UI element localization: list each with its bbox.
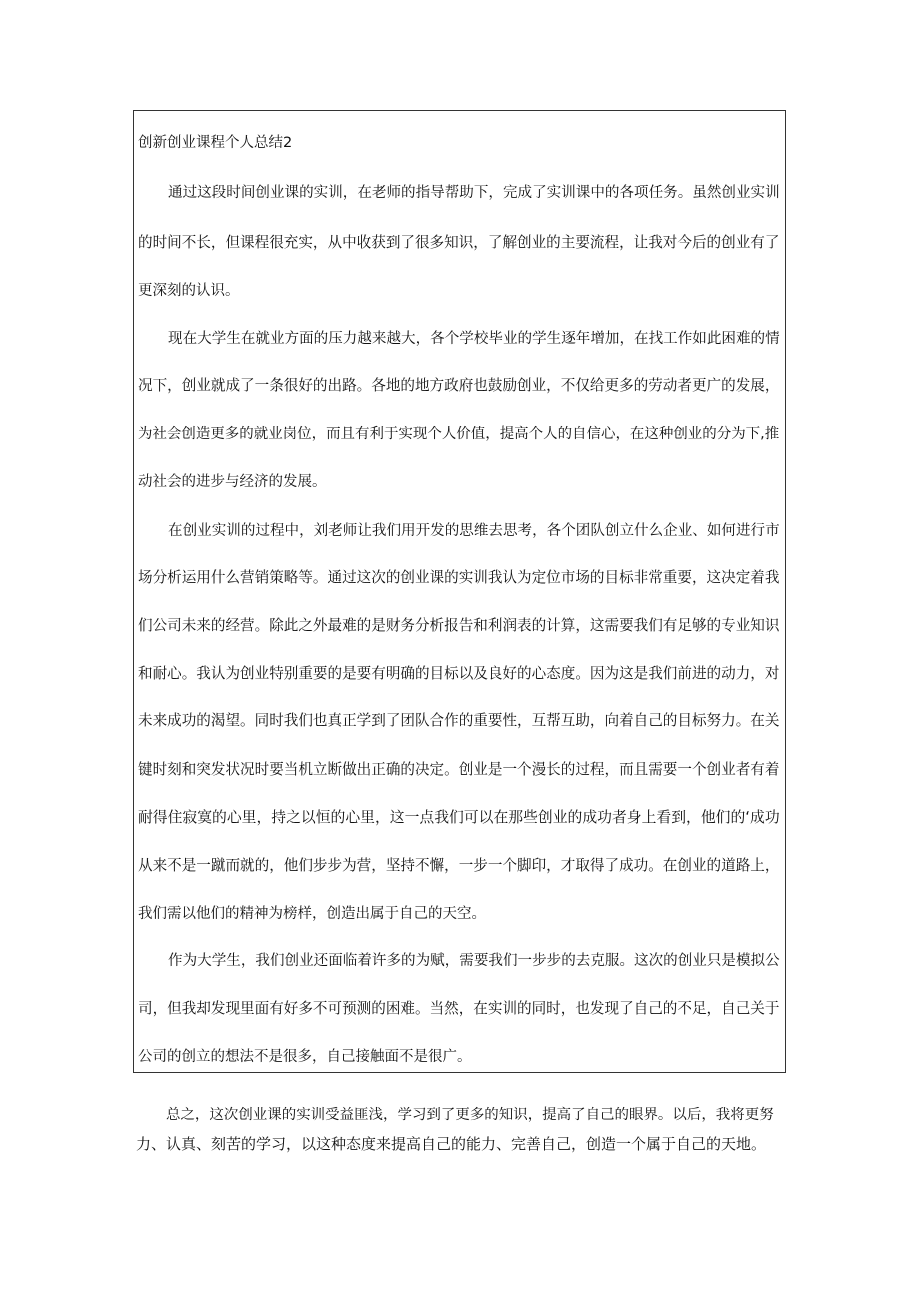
- paragraph-3-line-9: 我们需以他们的精神为榜样，创造出属于自己的天空。: [138, 906, 486, 922]
- paragraph-2-line-2: 况下，创业就成了一条很好的出路。各地的地方政府也鼓励创业，不仅给更多的劳动者更广的发展，: [138, 377, 780, 394]
- paragraph-4-line-3: 公司的创立的想法不是很多，自己接触面不是很广。: [138, 1049, 472, 1065]
- paragraph-1-line-2: 的时间不长，但课程很充实，从中收获到了很多知识，了解创业的主要流程，让我对今后的创业有了: [138, 234, 780, 251]
- paragraph-3-line-1: 在创业实训的过程中，刘老师让我们用开发的思维去思考，各个团队创立什么企业、如何进行市: [168, 522, 780, 539]
- paragraph-3-line-5: 未来成功的渴望。同时我们也真正学到了团队合作的重要性，互帮互助，向着自己的目标努力。在关: [138, 712, 780, 729]
- paragraph-1-line-1: 通过这段时间创业课的实训，在老师的指导帮助下，完成了实训课中的各项任务。虽然创业实训: [168, 184, 780, 201]
- paragraph-5-line-2: 力、认真、刻苦的学习，以这种态度来提高自己的能力、完善自己，创造一个属于自己的天地。: [136, 1135, 767, 1153]
- paragraph-3-line-7: 耐得住寂寞的心里，持之以恒的心里，这一点我们可以在那些创业的成功者身上看到，他们的‘成功: [138, 809, 780, 826]
- paragraph-1-line-3: 更深刻的认识。: [138, 283, 240, 299]
- paragraph-2-line-4: 动社会的进步与经济的发展。: [138, 474, 327, 490]
- paragraph-3-line-8: 从来不是一蹴而就的，他们步步为营，坚持不懈，一步一个脚印，才取得了成功。在创业的道路上，: [138, 857, 780, 874]
- document-title: 创新创业课程个人总结2: [138, 135, 293, 151]
- paragraph-5-line-1: 总之，这次创业课的实训受益匪浅，学习到了更多的知识，提高了自己的眼界。以后，我将更努: [166, 1107, 774, 1123]
- paragraph-2-line-3: 为社会创造更多的就业岗位，而且有利于实现个人价值，提高个人的自信心，在这种创业的分为下,推: [138, 426, 780, 442]
- paragraph-3-line-6: 键时刻和突发状况时要当机立断做出正确的决定。创业是一个漫长的过程，而且需要一个创业者有着: [138, 761, 780, 778]
- paragraph-4-line-2: 司，但我却发现里面有好多不可预测的困难。当然，在实训的同时，也发现了自己的不足，自己关于: [138, 1000, 780, 1017]
- paragraph-4-line-1: 作为大学生，我们创业还面临着许多的为赋，需要我们一步步的去克服。这次的创业只是模拟公: [168, 952, 780, 969]
- paragraph-3-line-2: 场分析运用什么营销策略等。通过这次的创业课的实训我认为定位市场的目标非常重要，这决定着我: [138, 569, 780, 586]
- paragraph-2-line-1: 现在大学生在就业方面的压力越来越大，各个学校毕业的学生逐年增加，在找工作如此困难的情: [168, 330, 780, 347]
- paragraph-3-line-3: 们公司未来的经营。除此之外最难的是财务分析报告和利润表的计算，这需要我们有足够的专业知识: [138, 617, 780, 634]
- paragraph-3-line-4: 和耐心。我认为创业特别重要的是要有明确的目标以及良好的心态度。因为这是我们前进的动力，对: [138, 665, 780, 682]
- document-frame: [133, 110, 786, 1073]
